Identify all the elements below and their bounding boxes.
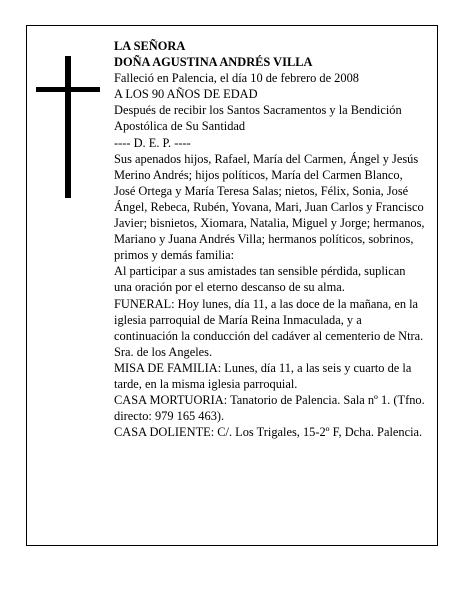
mortuary-text: CASA MORTUORIA: Tanatorio de Palencia. Sala nº 1. (Tfno. directo: 979 165 463). [114,393,425,424]
cross-icon [36,56,100,198]
mourning-house-text: CASA DOLIENTE: C/. Los Trigales, 15-2º F, Dcha. Palencia. [114,425,423,440]
funeral-text: FUNERAL: Hoy lunes, día 11, a las doce de la mañana, en la iglesia parroquial de María Reina Inmaculada, y a continuación la conducción del cadáver al cementerio de Ntra. Sra. de los Angeles. [114,296,424,359]
cross-vertical-bar [65,56,71,198]
deceased-name: DOÑA AGUSTINA ANDRÉS VILLA [114,55,313,70]
request-text: Al participar a sus amistades tan sensible pérdida, suplican una oración por el eterno descanso de su alma. [114,264,406,295]
age-line: A LOS 90 AÑOS DE EDAD [114,87,258,102]
cross-horizontal-bar [36,87,100,92]
obituary-text [114,38,426,440]
death-line: Falleció en Palencia, el día 10 de febrero de 2008 [114,71,359,86]
rip-line: ---- D. E. P. ---- [114,135,191,150]
heading-title: LA SEÑORA [114,39,186,53]
sacraments-text: Después de recibir los Santos Sacramentos y la Bendición Apostólica de Su Santidad [114,103,402,134]
family-mass-text: MISA DE FAMILIA: Lunes, día 11, a las seis y cuarto de la tarde, en la misma iglesia parroquial. [114,360,412,391]
relatives-text: Sus apenados hijos, Rafael, María del Carmen, Ángel y Jesús Merino Andrés; hijos políticos, María del Carmen Blanco, José Ortega y María Teresa Salas; nietos, Félix, Sonia, José Ángel, Rebeca, Rubén, Yovana, Mari, Juan Carlos y Francisco Javier; bisnietos, Xiomara, Natalia, Miguel y Jorge; hermanos, Mariano y Juana Andrés Villa; hermanos políticos, sobrinos, primos y demás familia: [114,151,425,263]
